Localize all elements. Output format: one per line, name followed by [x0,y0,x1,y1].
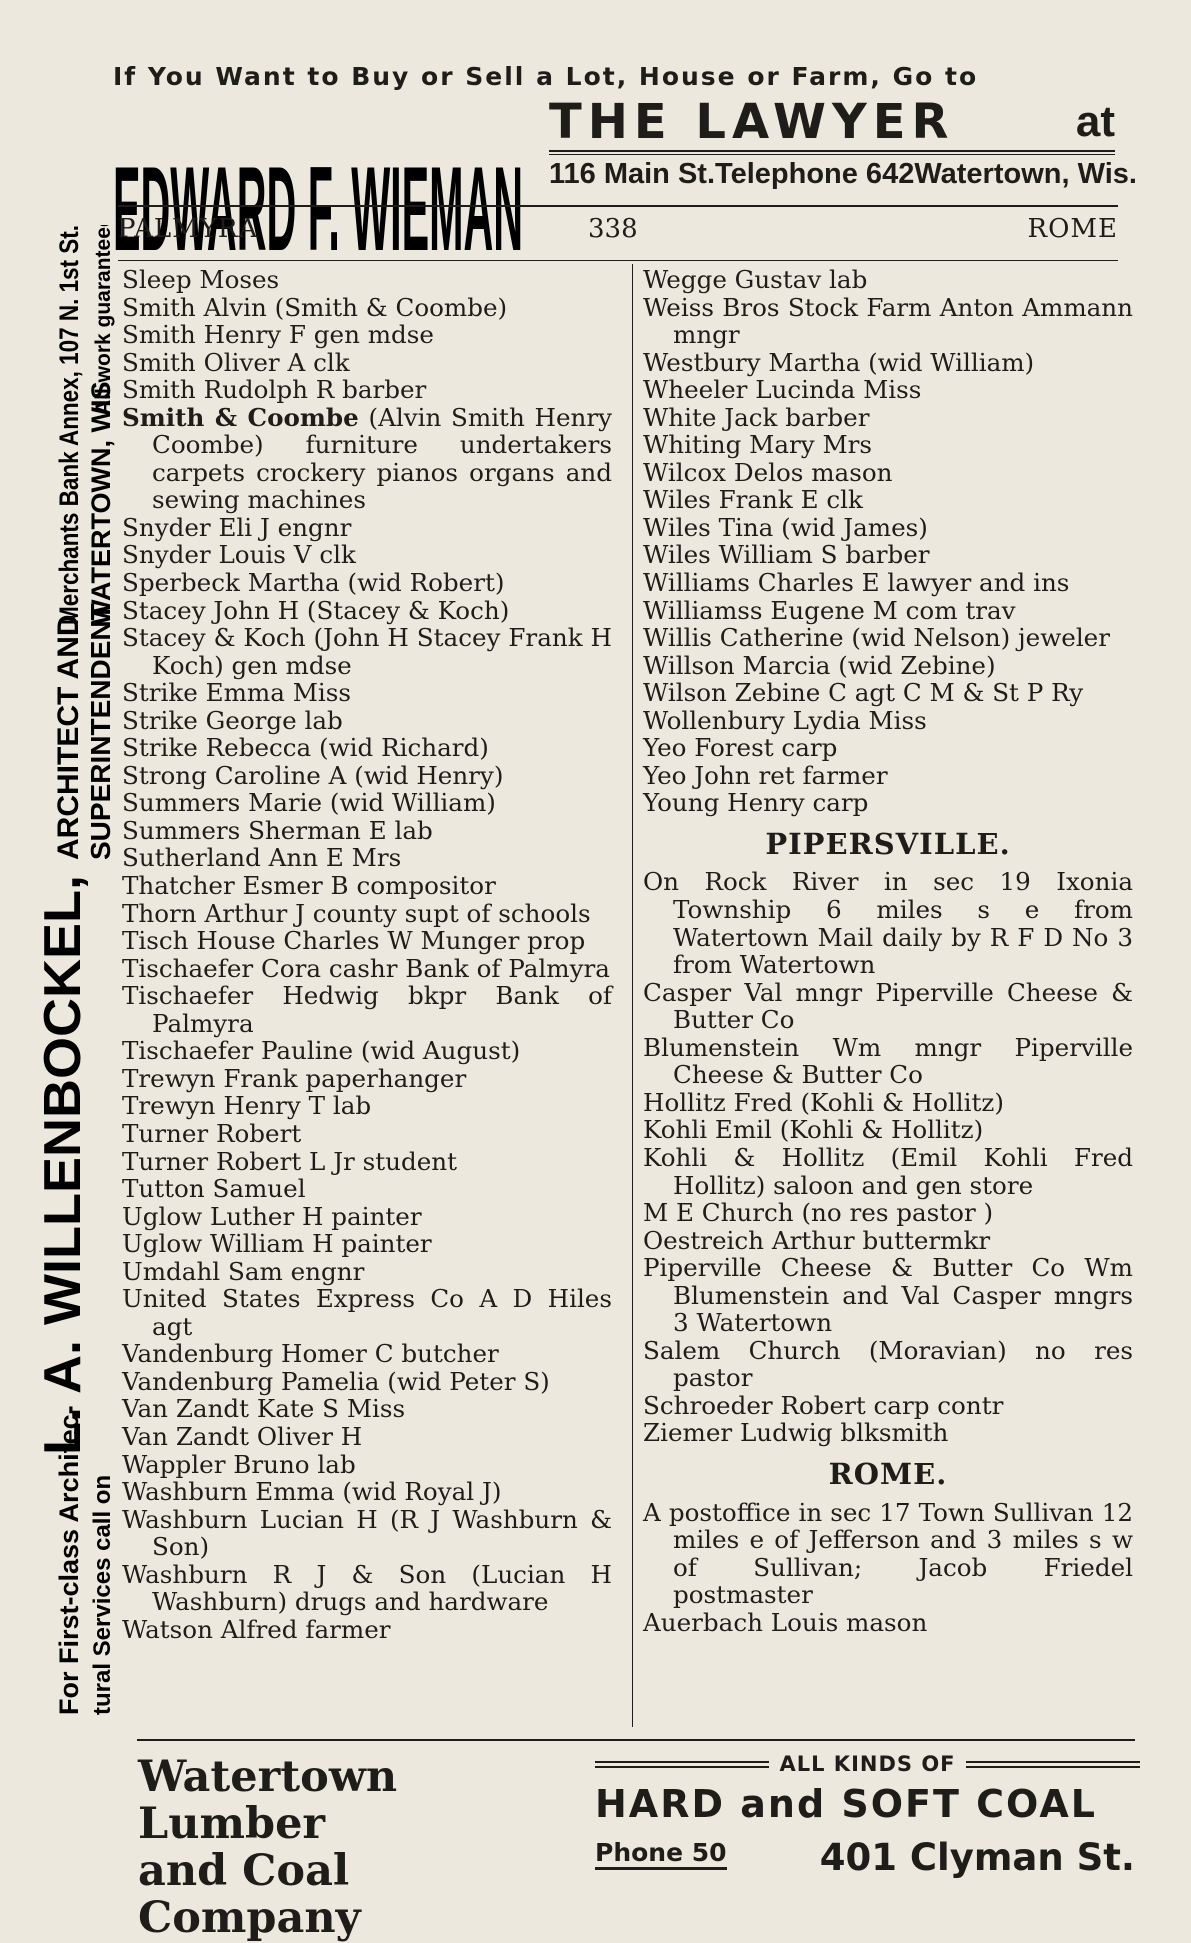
directory-entry: Thatcher Esmer B compositor [122,871,496,901]
ad-telephone: Telephone 642 [715,158,915,190]
side-ad-watertown: WATERTOWN, WIS. [86,374,116,625]
directory-entry: Willis Catherine (wid Nelson) jeweler [643,623,1110,653]
directory-entry: Tischaefer Pauline (wid August) [122,1036,521,1066]
directory-entry: Trewyn Frank paperhanger [122,1063,467,1093]
directory-entry: Tischaefer Hedwig bkpr Bank of Palmyra [122,981,612,1038]
directory-entry: Kohli & Hollitz (Emil Kohli Fred Hollitz) saloon and gen store [643,1142,1133,1200]
directory-entry: M E Church (no res pastor ) [643,1198,994,1228]
directory-entry: Kohli Emil (Kohli & Hollitz) [643,1115,984,1145]
directory-entry: Casper Val mngr Piperville Cheese & Butter Co [643,977,1133,1035]
directory-entry: Sleep Moses [122,265,280,294]
ad-rule [549,150,1115,152]
directory-entry: Vandenburg Homer C butcher [122,1339,499,1369]
directory-entry: Wilson Zebine C agt C M & St P Ry [643,678,1084,708]
directory-entry: Wilcox Delos mason [643,457,893,487]
side-ad-name: L. A. WILLENBOCKEL, [38,896,90,1455]
kinds-text: ALL KINDS OF [779,1752,956,1776]
side-ad-inner [74,225,122,1715]
directory-entry: Wappler Bruno lab [122,1449,356,1479]
directory-entry: Smith Rudolph R barber [122,375,427,405]
directory-entry: Tutton Samuel [122,1174,306,1204]
directory-entry: Whiting Mary Mrs [643,430,873,460]
side-ad-inner-line1: tural Services call on [89,1474,116,1715]
directory-entry: Washburn R J & Son (Lucian H Washburn) drugs and hardware [122,1559,612,1617]
coal-ad [595,1752,1140,1882]
directory-entry: Vandenburg Pamelia (wid Peter S) [122,1366,550,1396]
side-ad-guarantee: All work guaranteed [92,225,115,415]
ad-tagline: If You Want to Buy or Sell a Lot, House or Farm, Go to [113,62,979,91]
directory-entry: Smith Henry F gen mdse [122,320,434,350]
directory-entry: A postoffice in sec 17 Town Sullivan 12 miles e of Jefferson and 3 miles s w of Sullivan; Jacob Friedel postmaster [643,1497,1133,1610]
directory-entry: Piperville Cheese & Butter Co Wm Blumenstein and Val Casper mngrs 3 Watertown [643,1253,1133,1338]
side-ad-line1: For First-class Architec- [54,1405,84,1715]
directory-entry: Salem Church (Moravian) no res pastor [643,1335,1133,1393]
directory-entry: Ziemer Ludwig blksmith [643,1418,949,1448]
directory-entry: Strike George lab [122,705,343,735]
ad-rule-thin [549,154,1115,155]
directory-entry: Wegge Gustav lab [643,265,868,294]
kinds-rule-left [595,1761,769,1768]
running-head-rule [118,260,1118,261]
coal-ad-kinds [595,1752,1140,1776]
ad-city: Watertown, Wis. [914,158,1137,190]
directory-entry: Weiss Bros Stock Farm Anton Ammann mngr [643,292,1133,350]
directory-entry: Van Zandt Oliver H [122,1421,363,1451]
directory-entry: Uglow Luther H painter [122,1201,422,1231]
running-head [118,214,1118,250]
firm-name-bold: Smith & Coombe [122,402,359,432]
ad-lawyer-title [549,94,1115,150]
directory-entry: Smith & Coombe (Alvin Smith Henry Coombe) furniture undertakers carpets crockery pianos organs and sewing machines [122,402,612,515]
directory-entry: Schroeder Robert carp contr [643,1390,1004,1420]
ad-street: 116 Main St. [549,158,716,190]
directory-entry: Strong Caroline A (wid Henry) [122,760,504,790]
left-column [122,266,612,1643]
directory-entry: Tisch House Charles W Munger prop [122,926,586,956]
directory-entry: Strike Rebecca (wid Richard) [122,733,489,763]
directory-entry: Watson Alfred farmer [122,1614,391,1644]
coal-ad-phone: Phone 50 [595,1838,727,1870]
directory-entry: Sperbeck Martha (wid Robert) [122,568,505,598]
directory-entry: Hollitz Fred (Kohli & Hollitz) [643,1087,1004,1117]
directory-entry: Summers Sherman E lab [122,815,433,845]
lumber-ad [138,1754,578,1942]
coal-ad-address: 401 Clyman St. [819,1836,1135,1879]
right-column [643,266,1133,1636]
coal-ad-headline: HARD and SOFT COAL [595,1782,1097,1826]
directory-entry: Van Zandt Kate S Miss [122,1394,406,1424]
directory-entry: Sutherland Ann E Mrs [122,843,402,873]
directory-entry: Thorn Arthur J county supt of schools [122,898,591,928]
directory-entry: Washburn Lucian H (R J Washburn & Son) [122,1504,612,1562]
header-rule [118,205,1118,207]
directory-entry: Wiles Tina (wid James) [643,512,928,542]
directory-entry: United States Express Co A D Hiles agt [122,1284,612,1341]
directory-entry: Williams Charles E lawyer and ins [643,568,1070,598]
directory-entry: Uglow William H painter [122,1229,432,1259]
pipersville-entries [643,868,1133,1446]
directory-entry: Willson Marcia (wid Zebine) [643,650,996,680]
directory-entry: Trewyn Henry T lab [122,1091,372,1121]
running-head-right: ROME [1027,214,1118,244]
directory-entry: Young Henry carp [643,788,869,818]
directory-entry: Snyder Louis V clk [122,540,356,570]
right-entries [643,266,1133,817]
directory-entry: Smith Oliver A clk [122,347,350,377]
lumber-ad-line2: and Coal Company [138,1846,361,1943]
directory-entry: White Jack barber [643,402,870,432]
side-ad-inner-svg [74,225,122,1715]
directory-entry: Turner Robert L Jr student [122,1146,457,1176]
directory-entry: Yeo John ret farmer [643,760,888,790]
directory-entry: Auerbach Louis mason [643,1607,928,1637]
directory-entry: Umdahl Sam engnr [122,1256,365,1286]
lumber-ad-line1: Watertown Lumber [138,1752,398,1849]
directory-entry: Blumenstein Wm mngr Piperville Cheese & Butter Co [643,1032,1133,1090]
directory-entry: Washburn Emma (wid Royal J) [122,1477,502,1507]
lawyer-title: THE LAWYER [549,94,955,150]
pipersville-title: PIPERSVILLE. [765,826,1011,861]
kinds-rule-right [966,1761,1140,1768]
page-number: 338 [588,214,638,244]
directory-entry: Stacey & Koch (John H Stacey Frank H Koch) gen mdse [122,623,612,680]
directory-entry: Wiles William S barber [643,540,930,570]
wieman-name-text: EDWARD F. WIEMAN [113,142,523,252]
directory-entry: Strike Emma Miss [122,678,351,708]
side-ad-superintendent: SUPERINTENDENT [85,603,116,860]
column-divider [632,264,633,1727]
directory-entry: Smith Alvin (Smith & Coombe) [122,292,508,322]
directory-entry: Williamss Eugene M com trav [643,595,1016,625]
directory-entry: Oestreich Arthur buttermkr [643,1225,991,1255]
directory-entry: On Rock River in sec 19 Ixonia Township 6 miles s e from Watertown Mail daily by R F D No 3 from Watertown [643,867,1133,980]
directory-entry: Wheeler Lucinda Miss [643,375,922,405]
directory-entry: Yeo Forest carp [643,733,838,763]
directory-entry: Wiles Frank E clk [643,485,863,515]
directory-entry: Summers Marie (wid William) [122,788,496,818]
lawyer-at: at [1075,97,1115,146]
ad-address-line [549,158,1137,191]
directory-entry: Snyder Eli J engnr [122,512,352,542]
bottom-rule [137,1739,1135,1741]
running-head-left: PALMYRA [118,214,259,244]
directory-entry: Turner Robert [122,1118,302,1148]
rome-title: ROME. [828,1456,948,1491]
directory-entry: Stacey John H (Stacey & Koch) [122,595,510,625]
directory-entry: Tischaefer Cora cashr Bank of Palmyra [122,953,610,983]
rome-entries [643,1499,1133,1637]
side-ad-address: Merchants Bank Annex, 107 N. 1st St. [54,225,84,625]
directory-entry: Wollenbury Lydia Miss [643,705,927,735]
side-ad-architect: ARCHITECT AND [52,614,85,860]
directory-entry: Westbury Martha (wid William) [643,347,1035,377]
